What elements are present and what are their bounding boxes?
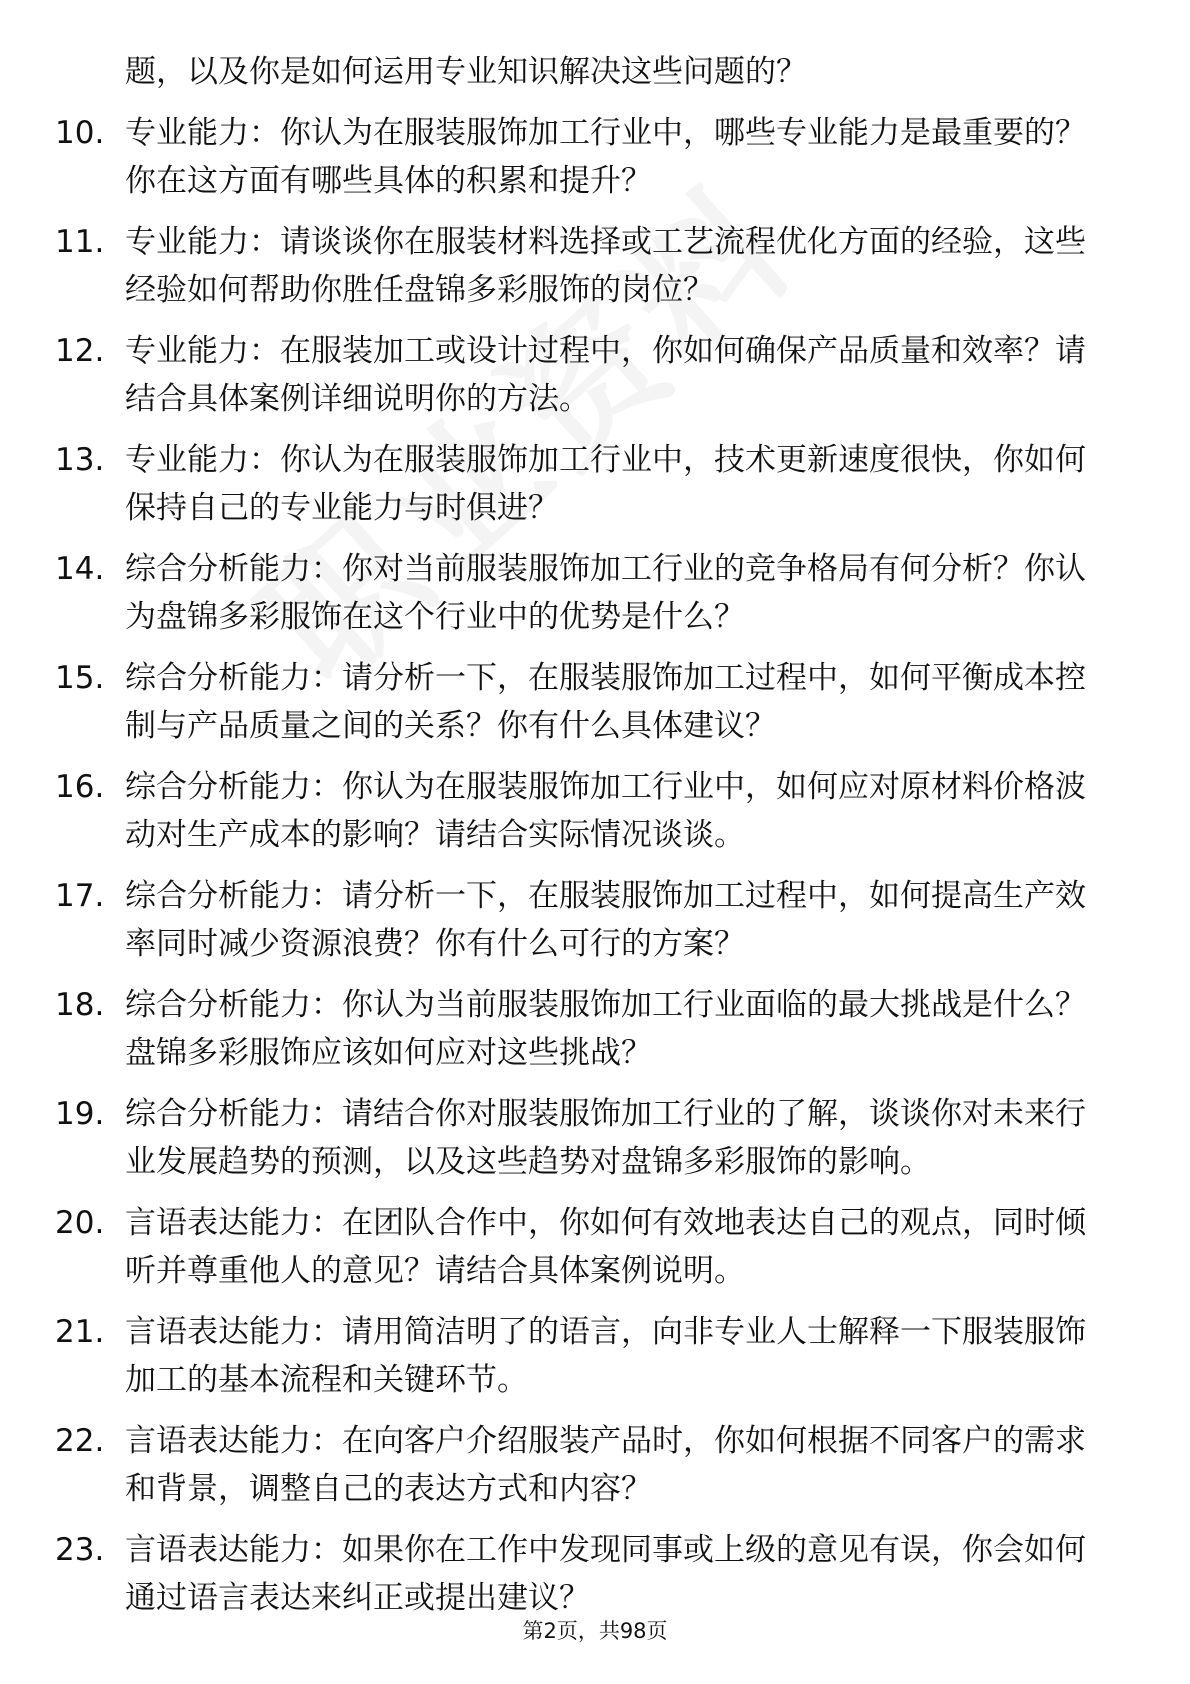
question-text: 综合分析能力：请分析一下，在服装服饰加工过程中，如何平衡成本控制与产品质量之间的关系？你有什么具体建议？ (125, 660, 1086, 744)
question-number: 12. (55, 333, 105, 369)
question-number: 10. (55, 115, 105, 151)
question-text: 综合分析能力：你认为当前服装服饰加工行业面临的最大挑战是什么？盘锦多彩服饰应该如何应对这些挑战？ (125, 987, 1086, 1071)
question-text: 言语表达能力：在团队合作中，你如何有效地表达自己的观点，同时倾听并尊重他人的意见？请结合具体案例说明。 (125, 1205, 1086, 1289)
question-number: 11. (55, 224, 105, 260)
question-item (0, 1199, 1190, 1295)
question-item (0, 327, 1190, 423)
question-text: 综合分析能力：你对当前服装服饰加工行业的竞争格局有何分析？你认为盘锦多彩服饰在这个行业中的优势是什么？ (125, 551, 1086, 635)
question-text: 综合分析能力：请结合你对服装服饰加工行业的了解，谈谈你对未来行业发展趋势的预测，以及这些趋势对盘锦多彩服饰的影响。 (125, 1096, 1086, 1180)
question-item (0, 436, 1190, 532)
question-item (0, 1417, 1190, 1513)
question-number: 16. (55, 769, 105, 805)
question-number: 21. (55, 1314, 105, 1350)
question-item (0, 981, 1190, 1077)
question-item (0, 654, 1190, 750)
question-item (0, 218, 1190, 314)
question-number: 19. (55, 1096, 105, 1132)
question-number: 13. (55, 442, 105, 478)
question-item (0, 1090, 1190, 1186)
question-number: 22. (55, 1423, 105, 1459)
question-number: 20. (55, 1205, 105, 1241)
question-text: 言语表达能力：在向客户介绍服装产品时，你如何根据不同客户的需求和背景，调整自己的表达方式和内容？ (125, 1423, 1086, 1507)
question-text: 专业能力：请谈谈你在服装材料选择或工艺流程优化方面的经验，这些经验如何帮助你胜任盘锦多彩服饰的岗位？ (125, 224, 1086, 308)
question-number: 23. (55, 1532, 105, 1568)
question-text: 专业能力：你认为在服装服饰加工行业中，技术更新速度很快，你如何保持自己的专业能力与时俱进？ (125, 442, 1086, 526)
question-text: 综合分析能力：你认为在服装服饰加工行业中，如何应对原材料价格波动对生产成本的影响？请结合实际情况谈谈。 (125, 769, 1086, 853)
question-text: 言语表达能力：如果你在工作中发现同事或上级的意见有误，你会如何通过语言表达来纠正或提出建议？ (125, 1532, 1086, 1616)
page-footer: 第2页，共98页 (522, 1619, 668, 1643)
question-text: 言语表达能力：请用简洁明了的语言，向非专业人士解释一下服装服饰加工的基本流程和关键环节。 (125, 1314, 1086, 1398)
question-item (0, 109, 1190, 205)
question-number: 18. (55, 987, 105, 1023)
question-text: 专业能力：在服装加工或设计过程中，你如何确保产品质量和效率？请结合具体案例详细说明你的方法。 (125, 333, 1086, 417)
question-text: 专业能力：你认为在服装服饰加工行业中，哪些专业能力是最重要的？你在这方面有哪些具体的积累和提升？ (125, 115, 1086, 199)
question-item (0, 545, 1190, 641)
question-number: 14. (55, 551, 105, 587)
question-number: 17. (55, 878, 105, 914)
question-number: 15. (55, 660, 105, 696)
question-item (0, 1526, 1190, 1622)
question-item (0, 1308, 1190, 1404)
question-text: 综合分析能力：请分析一下，在服装服饰加工过程中，如何提高生产效率同时减少资源浪费？你有什么可行的方案？ (125, 878, 1086, 962)
question-item (0, 872, 1190, 968)
question-item (0, 763, 1190, 859)
continued-question-text: 题，以及你是如何运用专业知识解决这些问题的？ (125, 54, 807, 90)
question-list (0, 48, 1190, 1635)
